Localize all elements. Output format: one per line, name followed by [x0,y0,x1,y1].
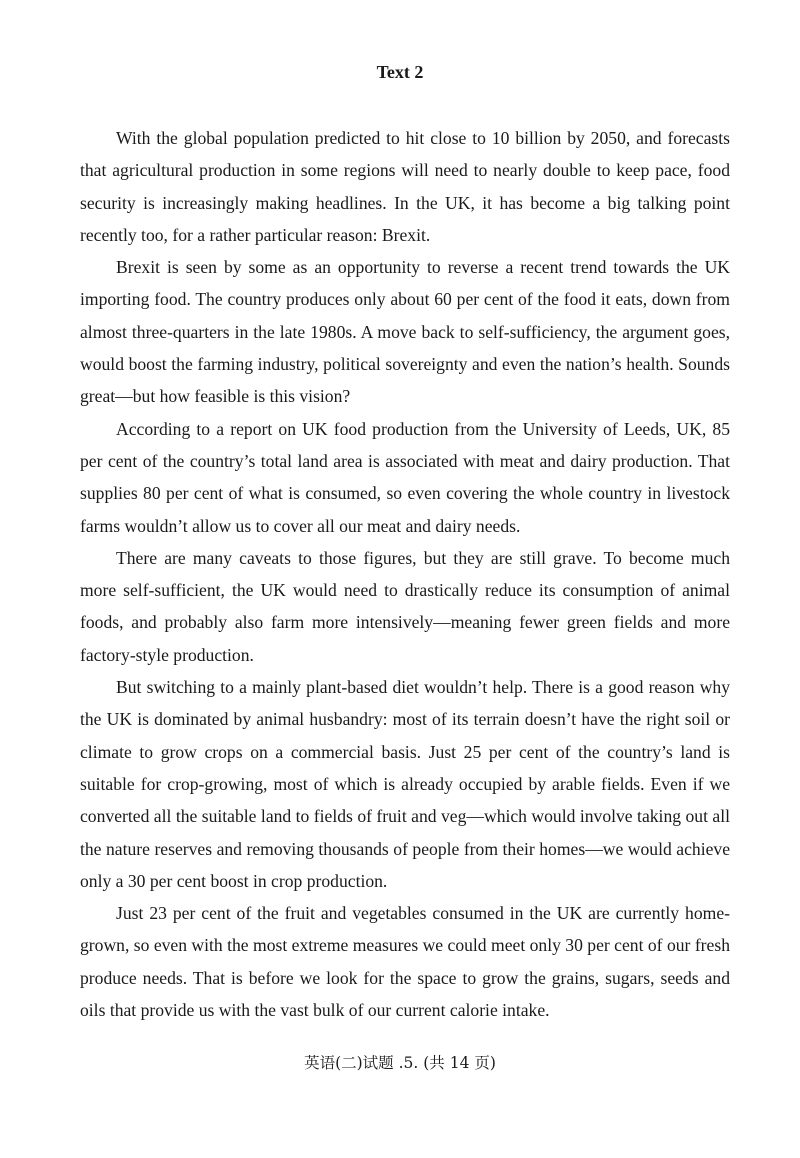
paragraph: Just 23 per cent of the fruit and vegetables consumed in the UK are currently home-grown, so even with the most extreme measures we could meet only 30 per cent of our fresh produce needs. That is before we look for the space to grow the grains, sugars, seeds and oils that provide us with the vast bulk of our current calorie intake. [80,903,730,1021]
paragraph: Brexit is seen by some as an opportunity to reverse a recent trend towards the UK importing food. The country produces only about 60 per cent of the food it eats, down from almost three-quarters in the late 1980s. A move back to self-sufficiency, the argument goes, would boost the farming industry, political sovereignty and even the nation’s health. Sounds great—but how feasible is this vision? [80,257,730,407]
paragraph: There are many caveats to those figures, but they are still grave. To become much more self-sufficient, the UK would need to drastically reduce its consumption of animal foods, and probably also farm more intensively—meaning fewer green fields and more factory-style production. [80,547,730,665]
paragraph: But switching to a mainly plant-based diet wouldn’t help. There is a good reason why the UK is dominated by animal husbandry: most of its terrain doesn’t have the right soil or climate to grow crops on a commercial basis. Just 25 per cent of the country’s land is suitable for crop-growing, most of which is already occupied by arable fields. Even if we converted all the suitable land to fields of fruit and veg—which would involve taking out all the nature reserves and removing thousands of people from their homes—we would achieve only a 30 per cent boost in crop production. [80,677,730,891]
page-title: Text 2 [376,62,424,82]
page-footer: 英语(二)试题 .5. (共 14 页) [304,1054,496,1072]
passage-body [80,122,730,1026]
paragraph: According to a report on UK food production from the University of Leeds, UK, 85 per cent of the country’s total land area is associated with meat and dairy production. That supplies 80 per cent of what is consumed, so even covering the whole country in livestock farms wouldn’t allow us to cover all our meat and dairy needs. [80,418,730,536]
paragraph: With the global population predicted to hit close to 10 billion by 2050, and forecasts that agricultural production in some regions will need to nearly double to keep pace, food security is increasingly making headlines. In the UK, it has become a big talking point recently too, for a rather particular reason: Brexit. [80,128,730,245]
